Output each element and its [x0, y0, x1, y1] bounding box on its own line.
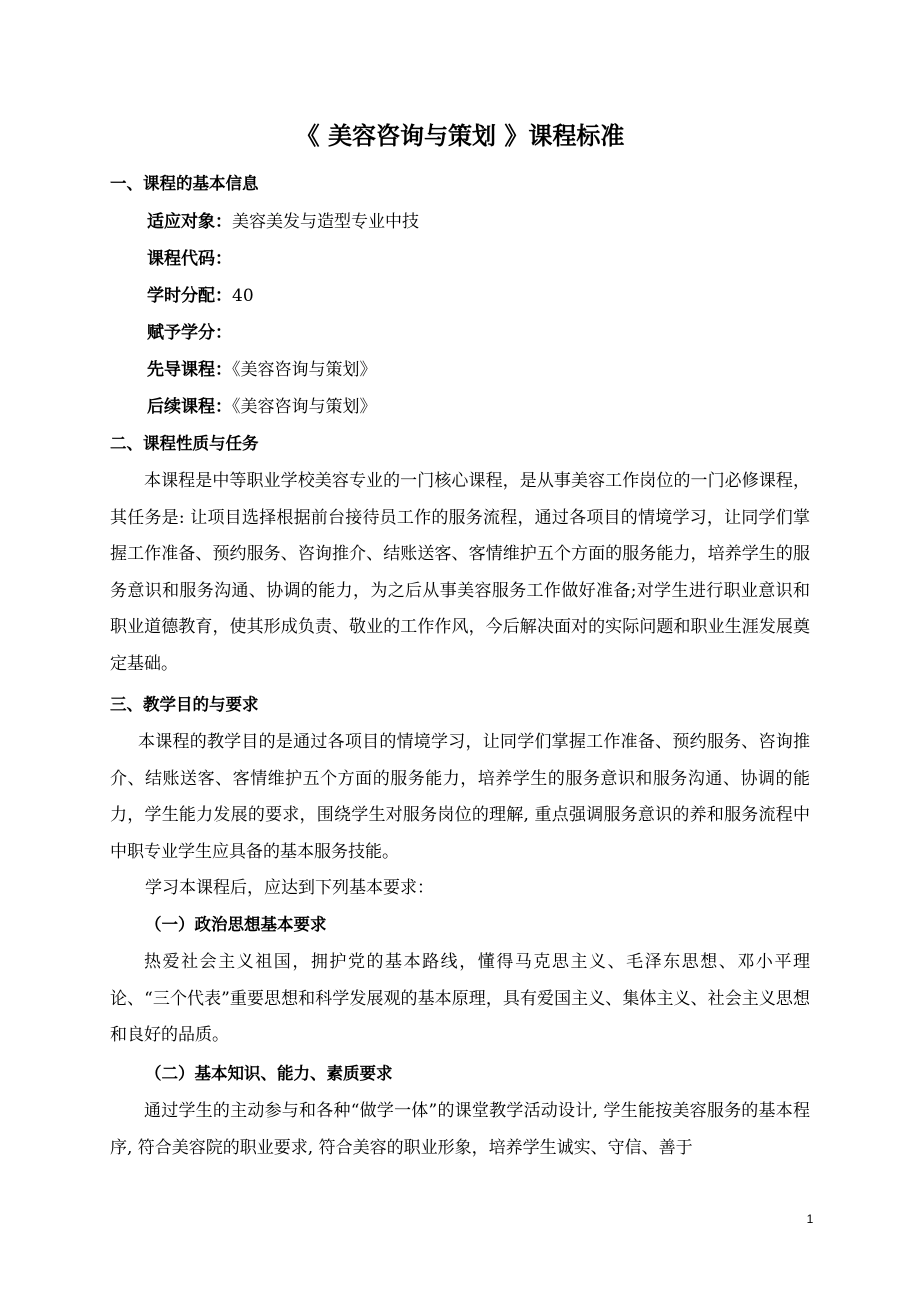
subsection-heading: （一）政治思想基本要求	[145, 915, 327, 934]
section-body-paragraph: 本课程是中等职业学校美容专业的一门核心课程，是从事美容工作岗位的一门必修课程，其任务是: 让项目选择根据前台接待员工作的服务流程，通过各项目的情境学习，让同学们掌握工作准备、预约服务、咨询推介、结账送客、客情维护五个方面的服务能力，培养学生的服务意识和服务沟通、协调的能力，为之后从事美容服务工作做好准备;对学生进行职业意识和职业道德教育，使其形成负责、敬业的工作作风，今后解决面对的实际问题和职业生涯发展奠定基础。	[110, 471, 810, 674]
field-label: 适应对象：	[147, 212, 232, 232]
info-field-credits	[147, 321, 232, 345]
field-label: 后续课程：	[147, 397, 232, 417]
info-field-target	[147, 210, 419, 234]
section-heading: 二、课程性质与任务	[110, 434, 259, 453]
field-value: 美容美发与造型专业中技	[232, 212, 419, 232]
document-title: 《 美容咨询与策划 》课程标准	[295, 122, 625, 150]
info-field-followup	[147, 395, 377, 419]
field-label: 赋予学分：	[147, 323, 232, 343]
field-value: 40	[232, 286, 254, 306]
section-body-paragraph: 本课程的教学目的是通过各项目的情境学习，让同学们掌握工作准备、预约服务、咨询推介、结账送客、客情维护五个方面的服务能力，培养学生的服务意识和服务沟通、协调的能力，学生能力发展的要求，围绕学生对服务岗位的理解, 重点强调服务意识的养和服务流程中中职专业学生应具备的基本服务技能。	[110, 732, 810, 862]
field-label: 学时分配：	[147, 286, 232, 306]
page-number: 1	[806, 1212, 814, 1226]
subsection-body-paragraph: 热爱社会主义祖国，拥护党的基本路线，懂得马克思主义、毛泽东思想、邓小平理论、“三个代表”重要思想和科学发展观的基本原理，具有爱国主义、集体主义、社会主义思想和良好的品质。	[110, 952, 810, 1045]
field-value: 《美容咨询与策划》	[232, 397, 377, 417]
subsection-heading: （二）基本知识、能力、素质要求	[145, 1064, 393, 1083]
section-heading: 三、教学目的与要求	[110, 695, 259, 714]
section-heading: 一、课程的基本信息	[110, 174, 259, 193]
field-label: 课程代码：	[147, 249, 232, 269]
info-field-hours	[147, 284, 254, 308]
requirements-intro: 学习本课程后，应达到下列基本要求：	[145, 878, 434, 898]
subsection-body-paragraph: 通过学生的主动参与和各种“做学一体”的课堂教学活动设计, 学生能按美容服务的基本程序, 符合美容院的职业要求, 符合美容的职业形象，培养学生诚实、守信、善于	[110, 1101, 810, 1158]
info-field-code	[147, 247, 232, 271]
field-value: 《美容咨询与策划》	[232, 360, 377, 380]
field-label: 先导课程：	[147, 360, 232, 380]
info-field-prerequisite	[147, 358, 377, 382]
